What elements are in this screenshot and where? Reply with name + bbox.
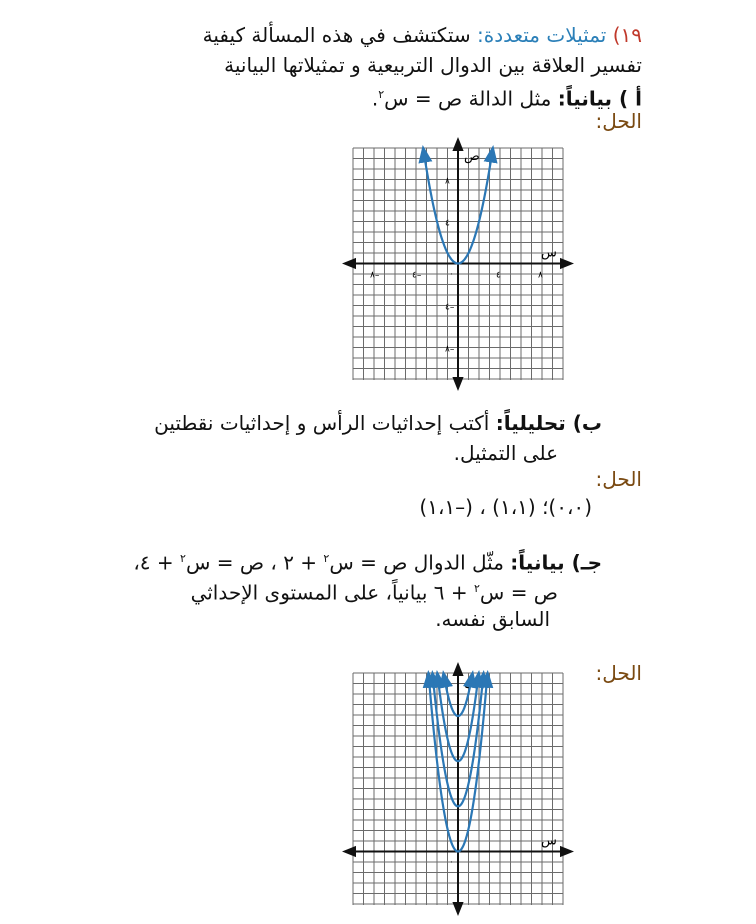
question-number: ١٩) xyxy=(612,23,642,47)
x-axis-label: س xyxy=(541,833,557,849)
part-c-line-2: ص = س$^٢$ + ٦ بيانياً، على المستوى الإحداثي xyxy=(190,580,558,605)
x-tick-label: ٨– xyxy=(370,270,380,281)
y-tick-label: ٤– xyxy=(445,302,455,313)
graph-2 xyxy=(353,673,563,905)
question-line-2: تفسير العلاقة بين الدوال التربيعية و تمثيلاتها البيانية xyxy=(224,53,642,77)
question-line-1 xyxy=(203,22,642,48)
x-axis-label: س xyxy=(541,245,557,261)
solution-label-a: الحل: xyxy=(595,109,642,133)
origin-label: ٠ xyxy=(449,269,454,280)
part-b-line-2: على التمثيل. xyxy=(453,441,558,465)
origin-label: ٠ xyxy=(449,857,454,868)
part-b-label: ب) تحليلياً: xyxy=(495,411,602,435)
solution-label-c: الحل: xyxy=(595,661,642,685)
y-axis-label: ص xyxy=(464,149,480,164)
part-c: جـ) بيانياً: مثّل الدوال ص = س$^٢$ + ٢ ، ص = س$^٢$ + ٤، xyxy=(133,550,602,575)
part-a-text: مثل الدالة ص = س xyxy=(384,86,558,111)
part-c-line-3: السابق نفسه. xyxy=(435,607,550,631)
part-a-label: أ ) بيانياً: xyxy=(557,86,642,111)
question-topic: تمثيلات متعددة: xyxy=(477,23,607,47)
x-tick-label: ٤ xyxy=(496,270,501,281)
part-b-text: أكتب إحداثيات الرأس و إحداثيات نقطتين xyxy=(154,411,496,435)
question-intro: ستكتشف في هذه المسألة كيفية xyxy=(202,23,477,47)
x-tick-label: ٤– xyxy=(412,270,422,281)
y-tick-label: ٨– xyxy=(445,344,455,355)
superscript: ٢ xyxy=(378,88,385,101)
part-a: أ ) بيانياً: مثل الدالة ص = س$^٢$. xyxy=(371,86,642,111)
part-c-label: جـ) بيانياً: xyxy=(510,550,602,575)
x-tick-label: ٨ xyxy=(538,270,543,281)
answer-b: (٠،٠)؛ (١،١) ، (–١،١) xyxy=(419,495,592,519)
graph-1 xyxy=(353,148,563,380)
part-b xyxy=(154,410,602,436)
solution-label-b: الحل: xyxy=(595,467,642,491)
y-tick-label: ٨ xyxy=(445,176,450,187)
y-axis-label: ص xyxy=(464,674,480,689)
y-tick-label: ٤ xyxy=(445,218,450,229)
